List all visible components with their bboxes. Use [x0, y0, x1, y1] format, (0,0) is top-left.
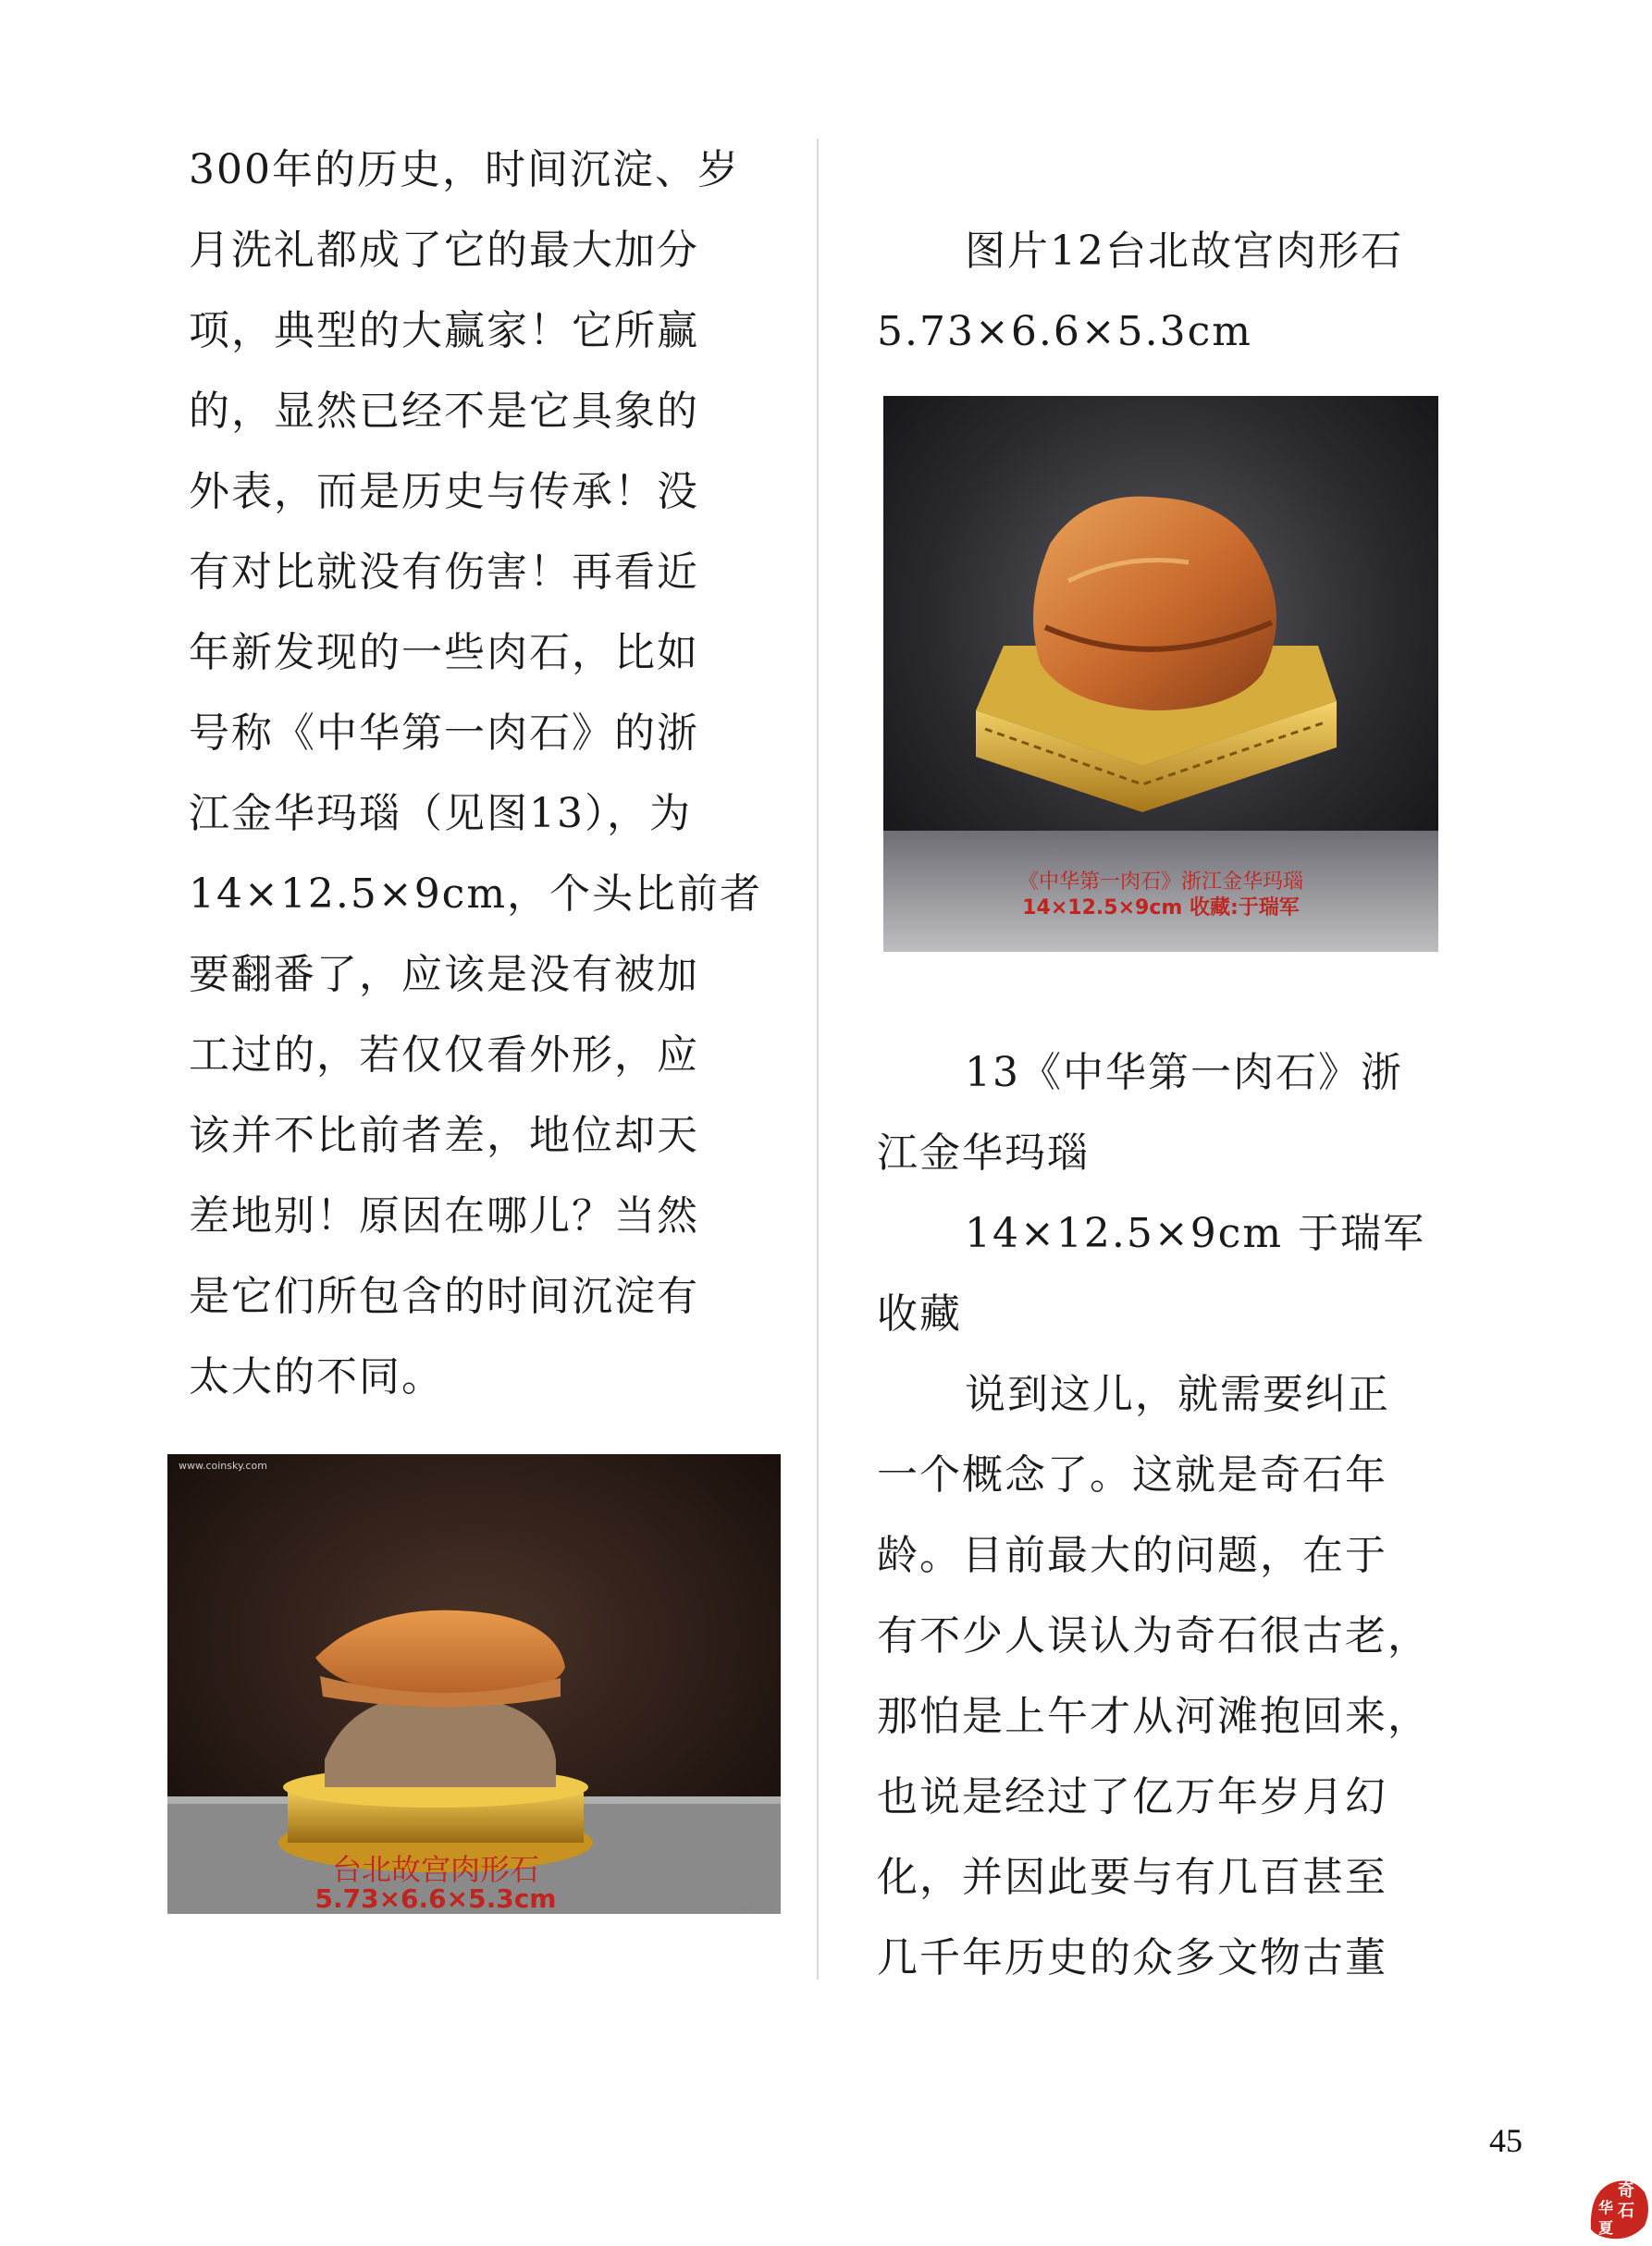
paragraph-line: 也说是经过了亿万年岁月幻: [877, 1773, 1387, 1820]
seal-char: 夏: [1597, 2219, 1614, 2237]
column-divider: [817, 139, 819, 1980]
watermark-top: www.coinsky.com: [179, 1460, 267, 1472]
text-line: 月洗礼都成了它的最大加分: [189, 227, 699, 274]
caption13-line: 收藏: [877, 1290, 962, 1338]
text-line: 差地别！原因在哪儿？当然: [189, 1192, 699, 1240]
seal-char: 奇: [1618, 2181, 1634, 2201]
text-line: 年新发现的一些肉石，比如: [189, 629, 699, 676]
paragraph-line: 化，并因此要与有几百甚至: [877, 1854, 1387, 1901]
text-line: 项，典型的大赢家！它所赢: [189, 307, 699, 354]
photo13-label-2: 14×12.5×9cm 收藏:于瑞军: [1022, 896, 1300, 919]
paragraph-line: 说到这儿，就需要纠正: [965, 1371, 1390, 1418]
caption13-line: 江金华玛瑙: [877, 1129, 1090, 1177]
seal-char: 石: [1618, 2202, 1634, 2221]
text-line: 有对比就没有伤害！再看近: [189, 549, 699, 596]
text-line: 是它们所包含的时间沉淀有: [189, 1273, 699, 1320]
text-line: 300年的历史，时间沉淀、岁: [189, 146, 740, 193]
photo-taipei-meat-stone: [167, 1454, 781, 1914]
paragraph-line: 那怕是上午才从河滩抱回来，: [877, 1693, 1430, 1740]
seal-logo: [1584, 2165, 1652, 2242]
paragraph-line: 一个概念了。这就是奇石年: [877, 1451, 1387, 1499]
photo-jinhua-agate: [883, 396, 1438, 952]
text-line: 工过的，若仅仅看外形，应: [189, 1031, 699, 1079]
text-line: 号称《中华第一肉石》的浙: [189, 710, 699, 757]
text-line: 要翻番了，应该是没有被加: [189, 951, 699, 998]
paragraph-line: 有不少人误认为奇石很古老，: [877, 1612, 1430, 1660]
caption12-line: 5.73×6.6×5.3cm: [877, 308, 1253, 355]
photo12-label-2: 5.73×6.6×5.3cm: [314, 1883, 557, 1914]
text-line: 太大的不同。: [189, 1353, 444, 1401]
caption13-line: 14×12.5×9cm 于瑞军: [965, 1210, 1426, 1257]
text-line: 的，显然已经不是它具象的: [189, 388, 699, 435]
text-line: 14×12.5×9cm，个头比前者: [189, 870, 763, 918]
watermark-bottom: www.coinsky.com: [693, 1902, 774, 1912]
text-line: 该并不比前者差，地位却天: [189, 1112, 699, 1159]
photo13-label-1: 《中华第一肉石》浙江金华玛瑙: [1017, 870, 1304, 894]
left-column-text: [189, 130, 781, 1417]
caption12-line: 图片12台北故宫肉形石: [965, 228, 1403, 275]
caption13-line: 13《中华第一肉石》浙: [965, 1049, 1403, 1096]
photo12-label-1: 台北故宫肉形石: [331, 1852, 540, 1887]
text-line: 外表，而是历史与传承！没: [189, 468, 699, 515]
page-number: 45: [1489, 2122, 1523, 2159]
paragraph-line: 龄。目前最大的问题，在于: [877, 1532, 1387, 1579]
text-line: 江金华玛瑙（见图13），为: [189, 790, 692, 837]
paragraph-line: 几千年历史的众多文物古董: [877, 1934, 1387, 1981]
seal-char: 华: [1597, 2199, 1614, 2216]
